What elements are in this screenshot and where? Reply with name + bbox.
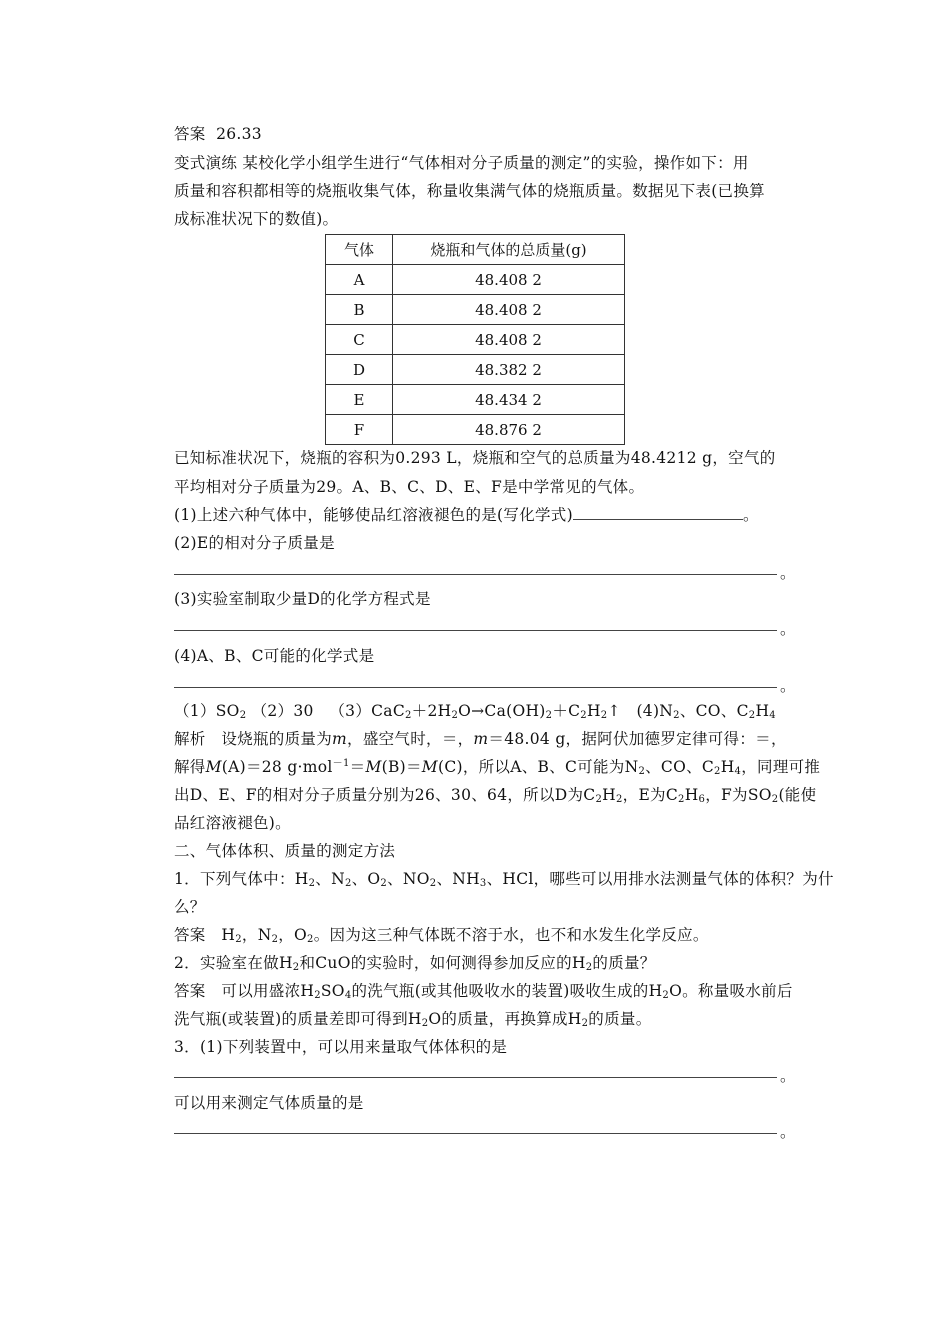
question-4: (4)A、B、C可能的化学式是 [174, 647, 375, 665]
period-6: 。 [780, 1123, 796, 1141]
section-2-q1-line-2: 么？ [174, 898, 206, 916]
answer-blank-5[interactable] [174, 1077, 777, 1078]
table-cell-gas: E [326, 385, 393, 415]
section-2-heading: 二、气体体积、质量的测定方法 [174, 842, 396, 860]
variant-line-2: 质量和容积都相等的烧瓶收集气体，称量收集满气体的烧瓶质量。数据见下表(已换算 [174, 182, 765, 200]
question-1: (1)上述六种气体中，能够使品红溶液褪色的是(写化学式) 。 [174, 506, 759, 524]
period-4: 。 [780, 677, 796, 695]
table-row [326, 295, 625, 325]
section-2-q3b: 可以用来测定气体质量的是 [174, 1094, 364, 1112]
table-row [326, 385, 625, 415]
table-cell-mass: 48.382 2 [393, 355, 625, 385]
answer-top: 答案 26.33 [174, 125, 262, 143]
table-row [326, 325, 625, 355]
period-5: 。 [780, 1067, 796, 1085]
table-row [326, 265, 625, 295]
question-3: (3)实验室制取少量D的化学方程式是 [174, 590, 431, 608]
table-cell-gas: C [326, 325, 393, 355]
analysis-line-3: 出D、E、F的相对分子质量分别为26、30、64，所以D为$C_2H_2$，E为$C_2H_6$，F为$SO_2$(能使 [174, 786, 817, 805]
variant-line-3: 成标准状况下的数值)。 [174, 210, 339, 228]
table-cell-mass: 48.876 2 [393, 415, 625, 445]
table-row [326, 415, 625, 445]
table-header-mass: 烧瓶和气体的总质量(g) [393, 235, 625, 265]
table-cell-mass: 48.434 2 [393, 385, 625, 415]
analysis-line-2: 解得M(A)＝28 g·mol$^{-1}$＝M(B)＝M(C)，所以A、B、C可能为$N_2$、CO、$C_2H_4$，同理可推 [174, 758, 821, 777]
question-2: (2)E的相对分子质量是 [174, 534, 335, 552]
analysis-line-4: 品红溶液褪色)。 [174, 814, 291, 832]
variant-line-1: 变式演练 某校化学小组学生进行“气体相对分子质量的测定”的实验，操作如下：用 [174, 154, 749, 172]
table-cell-gas: A [326, 265, 393, 295]
table-cell-gas: F [326, 415, 393, 445]
answer-blank-4[interactable] [174, 687, 777, 688]
table-header-gas: 气体 [326, 235, 393, 265]
section-2-answer-1: 答案 $H_2$，$N_2$，$O_2$。因为这三种气体既不溶于水，也不和水发生化学反应。 [174, 926, 709, 945]
known-line-2: 平均相对分子质量为29。A、B、C、D、E、F是中学常见的气体。 [174, 478, 645, 496]
period-2: 。 [780, 564, 796, 582]
section-2-answer-2-line-1: 答案 可以用盛浓$H_2SO_4$的洗气瓶(或其他吸收水的装置)吸收生成的$H_2O$。称量吸水前后 [174, 982, 793, 1001]
section-2-q3: 3．(1)下列装置中，可以用来量取气体体积的是 [174, 1038, 508, 1056]
period-3: 。 [780, 620, 796, 638]
table-cell-mass: 48.408 2 [393, 295, 625, 325]
table-header-row [326, 235, 625, 265]
table-cell-mass: 48.408 2 [393, 265, 625, 295]
answer-blank-2[interactable] [174, 574, 777, 575]
section-2-answer-2-line-2: 洗气瓶(或装置)的质量差即可得到$H_2O$的质量，再换算成$H_2$的质量。 [174, 1010, 652, 1029]
table-cell-gas: D [326, 355, 393, 385]
answer-blank-1[interactable] [573, 505, 743, 520]
table-cell-mass: 48.408 2 [393, 325, 625, 355]
section-2-q1-line-1: 1．下列气体中：$H_2$、$N_2$、$O_2$、$NO_2$、$NH_3$、HCl，哪些可以用排水法测量气体的体积？为什 [174, 870, 834, 889]
answer-blank-3[interactable] [174, 630, 777, 631]
table-row [326, 355, 625, 385]
analysis-line-1: 解析 设烧瓶的质量为m，盛空气时，＝，m＝48.04 g，据阿伏加德罗定律可得：＝， [174, 730, 787, 748]
table-cell-gas: B [326, 295, 393, 325]
known-line-1: 已知标准状况下，烧瓶的容积为0.293 L，烧瓶和空气的总质量为48.4212 g，空气的 [174, 449, 776, 467]
section-2-q2: 2．实验室在做$H_2$和CuO的实验时，如何测得参加反应的$H_2$的质量？ [174, 954, 656, 973]
answer-blank-6[interactable] [174, 1133, 777, 1134]
answers-line: $(1)SO_2$ （2）30 $(3)CaC_2+2H_2O\to Ca(OH)_2+C_2H_2↑$ $(4)N_2$、CO、$C_2H_4$ [174, 702, 776, 721]
gas-mass-table [325, 234, 625, 445]
